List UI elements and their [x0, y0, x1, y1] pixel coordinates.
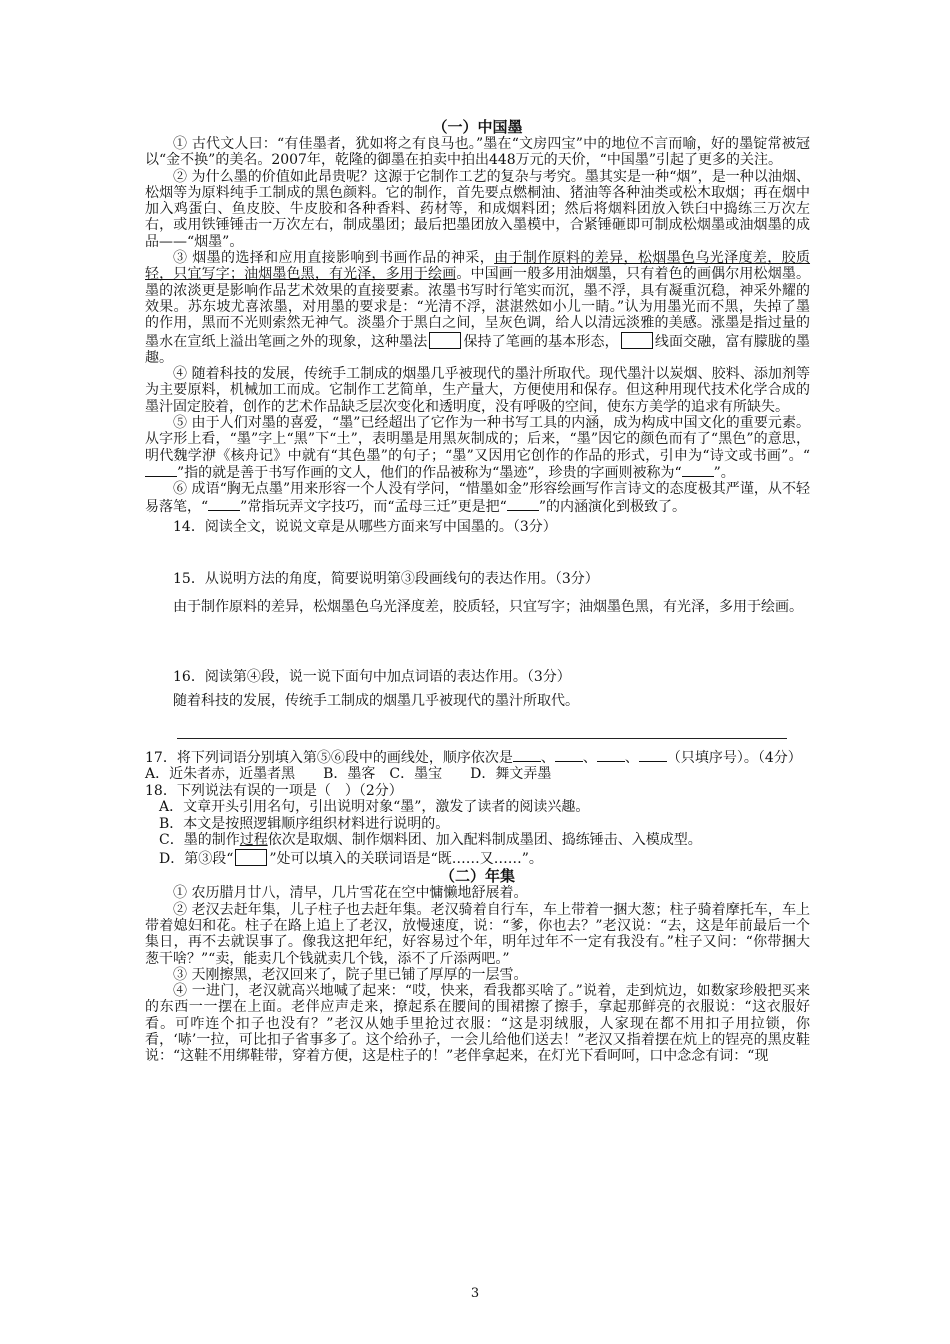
- question-17-tail: （只填序号）。（4分）: [666, 749, 802, 766]
- fill-blank[interactable]: [555, 749, 583, 762]
- question-17-options: A．近朱者赤，近墨者黑 B．墨客 C．墨宝 D．舞文弄墨: [145, 766, 552, 783]
- answer-box[interactable]: [621, 332, 653, 349]
- fill-blank[interactable]: [513, 749, 541, 762]
- paragraph-3-end: 线面交融，富有朦胧的墨趣。: [145, 333, 811, 366]
- paragraph-3-mid: 保持了笔画的基本形态，: [463, 333, 619, 350]
- question-17: 17．将下列词语分别填入第⑤⑥段中的画线处，顺序依次是 、 、 、 （只填序号）。（4分）: [145, 749, 802, 766]
- question-15: 15．从说明方法的角度，简要说明第③段画线句的表达作用。（3分）: [173, 570, 599, 587]
- fill-blank[interactable]: [145, 464, 177, 477]
- fill-blank[interactable]: [208, 498, 240, 511]
- answer-space[interactable]: [145, 710, 810, 738]
- option-d-rest: ”处可以填入的关联词语是“既……又……”。: [269, 850, 543, 867]
- story-paragraph-2: ② 老汉去赶年集，儿子柱子也去赶年集。老汉骑着自行车，车上带着一捆大葱；柱子骑着摩托车，车上带着媳妇和花。柱子在路上追上了老汉，放慢速度，说：“爹，你也去？”老汉说：“去，这是年前最后一个集日，再不去就误事了。像我这把年纪，好容易过个年，明年过年不一定有我没有。”柱子又问：“你带捆大葱干啥？”“卖，能卖几个钱就卖几个钱，添不了斤添两吧。”: [145, 901, 810, 967]
- paragraph-6-part-a: ⑥ 成语“胸无点墨”用来形容一个人没有学问，“惜墨如金”形容绘画写作言诗文的态度极其严谨，从不轻易落笔，“: [145, 481, 810, 515]
- paragraph-3: [145, 250, 810, 366]
- paragraph-3-lead: ③ 烟墨的选择和应用直接影响到书画作品的神采，: [173, 250, 495, 267]
- paragraph-2: ② 为什么墨的价值如此昂贵呢？这源于它制作工艺的复杂与考究。墨其实是一种“烟”，是一种以油烟、松烟等为原料纯手工制成的黑色颜料。它的制作，首先要点燃桐油、猪油等各种油类或松木取烟；再在烟中加入鸡蛋白、鱼皮胶、牛皮胶和各种香料、药材等，和成烟料团；然后将烟料团放入铁臼中捣练三万次左右，或用铁锤锤击一万次左右，制成墨团；最后把墨团放入墨模中，合紧锤砸即可制成松烟墨或油烟墨的成品——“烟墨”。: [145, 168, 810, 250]
- option-b[interactable]: B．本文是按照逻辑顺序组织材料进行说明的。: [159, 815, 450, 832]
- story-paragraph-4: ④ 一进门，老汉就高兴地喊了起来：“哎，快来，看我都买啥了。”说着，走到炕边，如数家珍般把买来的东西一一摆在上面。老伴应声走来，撩起系在腰间的围裙擦了擦手，拿起那鲜亮的衣服说：“这衣服好看。可咋连个扣子也没有？”老汉从她手里抢过衣服：“这是羽绒服，人家现在都不用扣子用拉锁，你看，‘哧’一拉，可比扣子省事多了。这个给孙子，一会儿给他们送去！”老汉又指着摆在炕上的锃亮的黑皮鞋说：“这鞋不用绑鞋带，穿着方便，这是柱子的！”老伴拿起来，在灯光下看呵呵，口中念念有词：“现: [145, 983, 810, 1065]
- paragraph-4: ④ 随着科技的发展，传统手工制成的烟墨几乎被现代的墨汁所取代。现代墨汁以炭烟、胶料、添加剂等为主要原料，机械加工而成。它制作工艺简单，生产量大，方便使用和保存。但这种用现代技术化学合成的墨汁固定胶着，创作的艺术作品缺乏层次变化和透明度，没有呼吸的空间，使东方美学的追求有所缺失。: [145, 366, 810, 415]
- underlined-word: 过程: [239, 832, 268, 849]
- quoted-sentence-15: 由于制作原料的差异，松烟墨色乌光泽度差，胶质轻，只宜写字；油烟墨色黑，有光泽，多用于绘画。: [173, 598, 803, 615]
- paragraph-5-part-b: ”指的就是善于书写作画的文人，他们的作品被称为“墨迹”，珍贵的字画则被称为“: [177, 464, 682, 481]
- paragraph-5-part-c: ”。: [713, 464, 735, 481]
- question-14: 14．阅读全文，说说文章是从哪些方面来写中国墨的。（3分）: [173, 518, 557, 535]
- paragraph-6: [145, 481, 810, 515]
- underlined-sentence: 由于制作原料的差异，松烟墨色乌光泽度差，胶质轻，只宜写字；油烟墨色黑，有光泽，多用于绘画: [145, 250, 811, 283]
- fill-blank[interactable]: [597, 749, 625, 762]
- question-17-stem: 17．将下列词语分别填入第⑤⑥段中的画线处，顺序依次是: [145, 749, 513, 766]
- paragraph-1: ① 古代文人曰：“有佳墨者，犹如将之有良马也。”墨在“文房四宝”中的地位不言而喻，好的墨锭常被冠以“金不换”的美名。2007年，乾隆的御墨在拍卖中拍出448万元的天价，“中国墨”引起了更多的关注。: [145, 136, 810, 169]
- fill-blank[interactable]: [639, 749, 667, 762]
- option-c-rest: 依次是取烟、制作烟料团、加入配料制成墨团、捣练锤击、入模成型。: [267, 832, 702, 849]
- question-16: 16．阅读第④段，说一说下面句中加点词语的表达作用。（3分）: [173, 668, 571, 685]
- paragraph-5-part-a: ⑤ 由于人们对墨的喜爱，“墨”已经超出了它作为一种书写工具的内涵，成为构成中国文化的重要元素。从字形上看，“墨”字上“黑”下“土”，表明墨是用黑灰制成的；后来，“墨”因它的颜色而有了“黑色”的意思，明代魏学洢《核舟记》中就有“其色墨”的句子；“墨”又因用它创作的作品的形式，引申为“诗文或书画”。“: [145, 415, 810, 464]
- answer-box: [235, 849, 267, 866]
- page-number: 3: [470, 1286, 480, 1301]
- option-d[interactable]: [145, 849, 810, 868]
- answer-line[interactable]: [177, 738, 787, 739]
- paragraph-3-body: 。中国画一般多用油烟墨，只有着色的画偶尔用松烟墨。墨的浓淡更是影响作品艺术效果的直接要素。浓墨书写时行笔实而沉，墨不浮，具有凝重沉稳，神采外耀的效果。苏东坡尤喜浓墨，对用墨的要求是：“光清不浮，湛湛然如小儿一睛。”认为用墨光而不黑，失掉了墨的作用，黑而不光则索然无神气。淡墨介于黑白之间，呈灰色调，给人以清远淡雅的美感。涨墨是指过量的墨水在宣纸上溢出笔画之外的现象，这种墨法: [145, 266, 811, 350]
- section-title: （二）年集: [439, 867, 515, 886]
- answer-box[interactable]: [429, 332, 461, 349]
- option-a[interactable]: A．文章开头引用名句，引出说明对象“墨”，激发了读者的阅读兴趣。: [159, 799, 590, 816]
- fill-blank[interactable]: [507, 498, 539, 511]
- answer-space[interactable]: [145, 536, 810, 570]
- fill-blank[interactable]: [682, 464, 714, 477]
- question-18: 18．下列说法有误的一项是（ ）（2分）: [145, 782, 403, 799]
- page-content: [145, 118, 810, 1065]
- quoted-sentence-16: 随着科技的发展，传统手工制成的烟墨几乎被现代的墨汁所取代。: [173, 692, 579, 709]
- story-paragraph-3: ③ 天刚擦黑，老汉回来了，院子里已铺了厚厚的一层雪。: [173, 966, 528, 983]
- paragraph-6-part-b: ”常指玩弄文字技巧，而“孟母三迁”更是把“: [240, 498, 507, 515]
- paragraph-6-part-c: ”的内涵演化到极致了。: [538, 498, 686, 515]
- section-title: （一）中国墨: [432, 118, 523, 136]
- option-d-lead: D．第③段“: [159, 850, 234, 867]
- answer-space[interactable]: [145, 622, 810, 668]
- option-c[interactable]: [145, 832, 810, 849]
- paragraph-5: [145, 415, 810, 481]
- option-c-lead: C．墨的制作: [159, 832, 240, 849]
- story-paragraph-1: ① 农历腊月廿八，清早，几片雪花在空中慵懒地舒展着。: [173, 885, 528, 902]
